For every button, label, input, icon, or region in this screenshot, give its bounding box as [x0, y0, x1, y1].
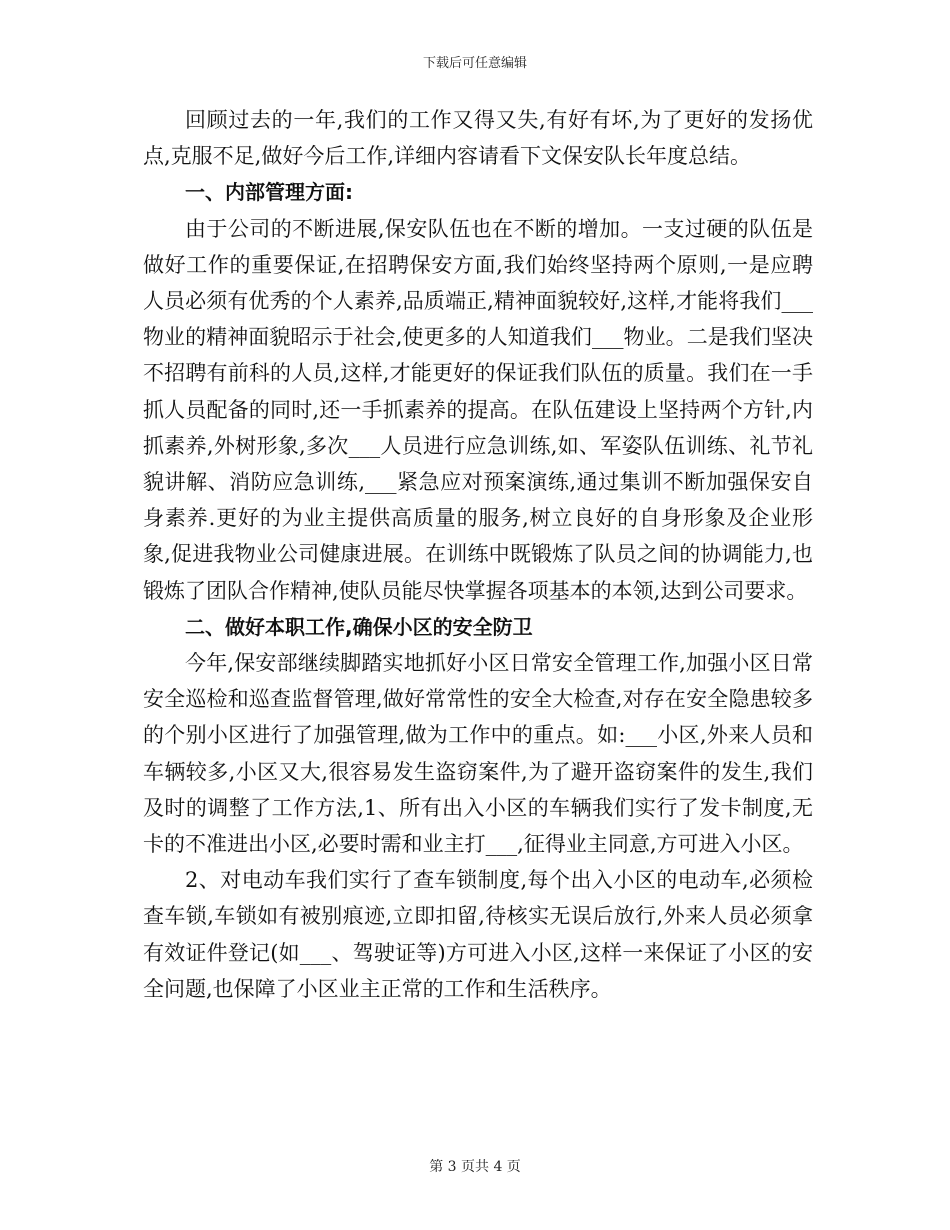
page-header: 下载后可任意编辑: [422, 56, 527, 71]
section-heading-security-duty: 二、做好本职工作,确保小区的安全防卫: [185, 614, 533, 639]
security-duty-paragraph-2: 2、对电动车我们实行了查车锁制度,每个出入小区的电动车,必须检查车锁,车锁如有被别痕迹,立即扣留,待核实无误后放行,外来人员必须拿有效证件登记(如___、驾驶证等)方可进入小区,这样一来保证了小区的安全问题,也保障了小区业主正常的工作和生活秩序。: [143, 868, 813, 1001]
security-duty-paragraph-1: 今年,保安部继续脚踏实地抓好小区日常安全管理工作,加强小区日常安全巡检和巡查监督管理,做好常常性的安全大检查,对存在安全隐患较多的个别小区进行了加强管理,做为工作中的重点。如:___小区,外来人员和车辆较多,小区又大,很容易发生盗窃案件,为了避开盗窃案件的发生,我们及时的调整了工作方法,1、所有出入小区的车辆我们实行了发卡制度,无卡的不准进出小区,必要时需和业主打___,征得业主同意,方可进入小区。: [143, 651, 813, 857]
document-body: [143, 102, 813, 1007]
intro-paragraph: 回顾过去的一年,我们的工作又得又失,有好有坏,为了更好的发扬优点,克服不足,做好今后工作,详细内容请看下文保安队长年度总结。: [143, 108, 813, 169]
page-number: 第 3 页共 4 页: [429, 1159, 521, 1175]
internal-management-paragraph: 由于公司的不断进展,保安队伍也在不断的增加。一支过硬的队伍是做好工作的重要保证,在招聘保安方面,我们始终坚持两个原则,一是应聘人员必须有优秀的个人素养,品质端正,精神面貌较好,这样,才能将我们___物业的精神面貌昭示于社会,使更多的人知道我们___物业。二是我们坚决不招聘有前科的人员,这样,才能更好的保证我们队伍的质量。我们在一手抓人员配备的同时,还一手抓素养的提高。在队伍建设上坚持两个方针,内抓素养,外树形象,多次___人员进行应急训练,如、军姿队伍训练、礼节礼貌讲解、消防应急训练,___紧急应对预案演练,通过集训不断加强保安自身素养.更好的为业主提供高质量的服务,树立良好的自身形象及企业形象,促进我物业公司健康进展。在训练中既锻炼了队员之间的协调能力,也锻炼了团队合作精神,使队员能尽快掌握各项基本的本领,达到公司要求。: [143, 216, 813, 603]
section-heading-internal-management: 一、内部管理方面:: [185, 180, 353, 205]
